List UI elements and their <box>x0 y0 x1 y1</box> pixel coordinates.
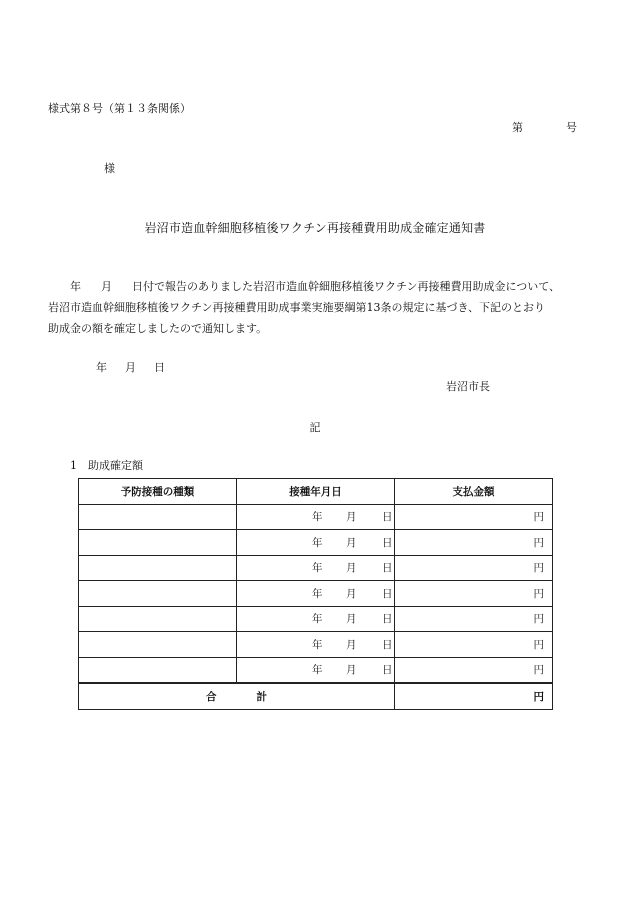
body-year: 年 <box>70 280 81 293</box>
table-row <box>79 555 553 581</box>
vaccine-type-cell <box>79 632 237 658</box>
vaccine-type-cell <box>79 504 237 530</box>
vaccination-date-cell: 年 月 日 <box>237 555 395 581</box>
form-number: 様式第８号（第１３条関係） <box>48 102 191 115</box>
payment-amount-cell: 円 <box>395 632 553 658</box>
grant-amount-table <box>78 478 553 710</box>
section-title: 助成確定額 <box>88 459 143 472</box>
table-row <box>79 657 553 683</box>
payment-amount-cell: 円 <box>395 606 553 632</box>
table-row <box>79 530 553 556</box>
body-month: 月 <box>101 280 112 293</box>
total-label: 合 計 <box>79 683 395 709</box>
document-number-prefix: 第 <box>512 121 523 134</box>
vaccination-date-cell: 年 月 日 <box>237 581 395 607</box>
vaccine-type-cell <box>79 530 237 556</box>
section-heading <box>70 457 143 473</box>
table-row <box>79 581 553 607</box>
body-line-2: 岩沼市造血幹細胞移植後ワクチン再接種費用助成事業実施要綱第13条の規定に基づき、下記のとおり <box>48 301 546 314</box>
body-text <box>48 276 588 339</box>
column-header-vaccination-date: 接種年月日 <box>237 479 395 505</box>
issuer: 岩沼市長 <box>446 380 490 393</box>
issue-date-month: 月 <box>125 361 136 374</box>
payment-amount-cell: 円 <box>395 581 553 607</box>
vaccination-date-cell: 年 月 日 <box>237 606 395 632</box>
payment-amount-cell: 円 <box>395 555 553 581</box>
vaccination-date-cell: 年 月 日 <box>237 530 395 556</box>
body-line-1: 日付で報告のありました岩沼市造血幹細胞移植後ワクチン再接種費用助成金について、 <box>132 280 561 293</box>
vaccine-type-cell <box>79 657 237 683</box>
body-line-3: 助成金の額を確定しましたので通知します。 <box>48 322 268 335</box>
table-row <box>79 632 553 658</box>
document-number-suffix: 号 <box>566 121 577 134</box>
vaccination-date-cell: 年 月 日 <box>237 504 395 530</box>
table-header-row <box>79 479 553 505</box>
vaccination-date-cell: 年 月 日 <box>237 632 395 658</box>
payment-amount-cell: 円 <box>395 504 553 530</box>
document-number <box>512 119 577 135</box>
table-row <box>79 504 553 530</box>
vaccination-date-cell: 年 月 日 <box>237 657 395 683</box>
total-row <box>79 683 553 709</box>
issue-date-day: 日 <box>154 361 165 374</box>
vaccine-type-cell <box>79 606 237 632</box>
vaccine-type-cell <box>79 581 237 607</box>
addressee: 様 <box>104 162 115 175</box>
issue-date-year: 年 <box>96 361 107 374</box>
payment-amount-cell: 円 <box>395 530 553 556</box>
table-row <box>79 606 553 632</box>
document-title: 岩沼市造血幹細胞移植後ワクチン再接種費用助成金確定通知書 <box>144 221 486 235</box>
ki-marker: 記 <box>309 421 321 434</box>
column-header-payment-amount: 支払金額 <box>395 479 553 505</box>
payment-amount-cell: 円 <box>395 657 553 683</box>
column-header-vaccine-type: 予防接種の種類 <box>79 479 237 505</box>
section-number: 1 <box>70 459 77 472</box>
total-amount: 円 <box>395 683 553 709</box>
issue-date <box>96 359 165 375</box>
vaccine-type-cell <box>79 555 237 581</box>
